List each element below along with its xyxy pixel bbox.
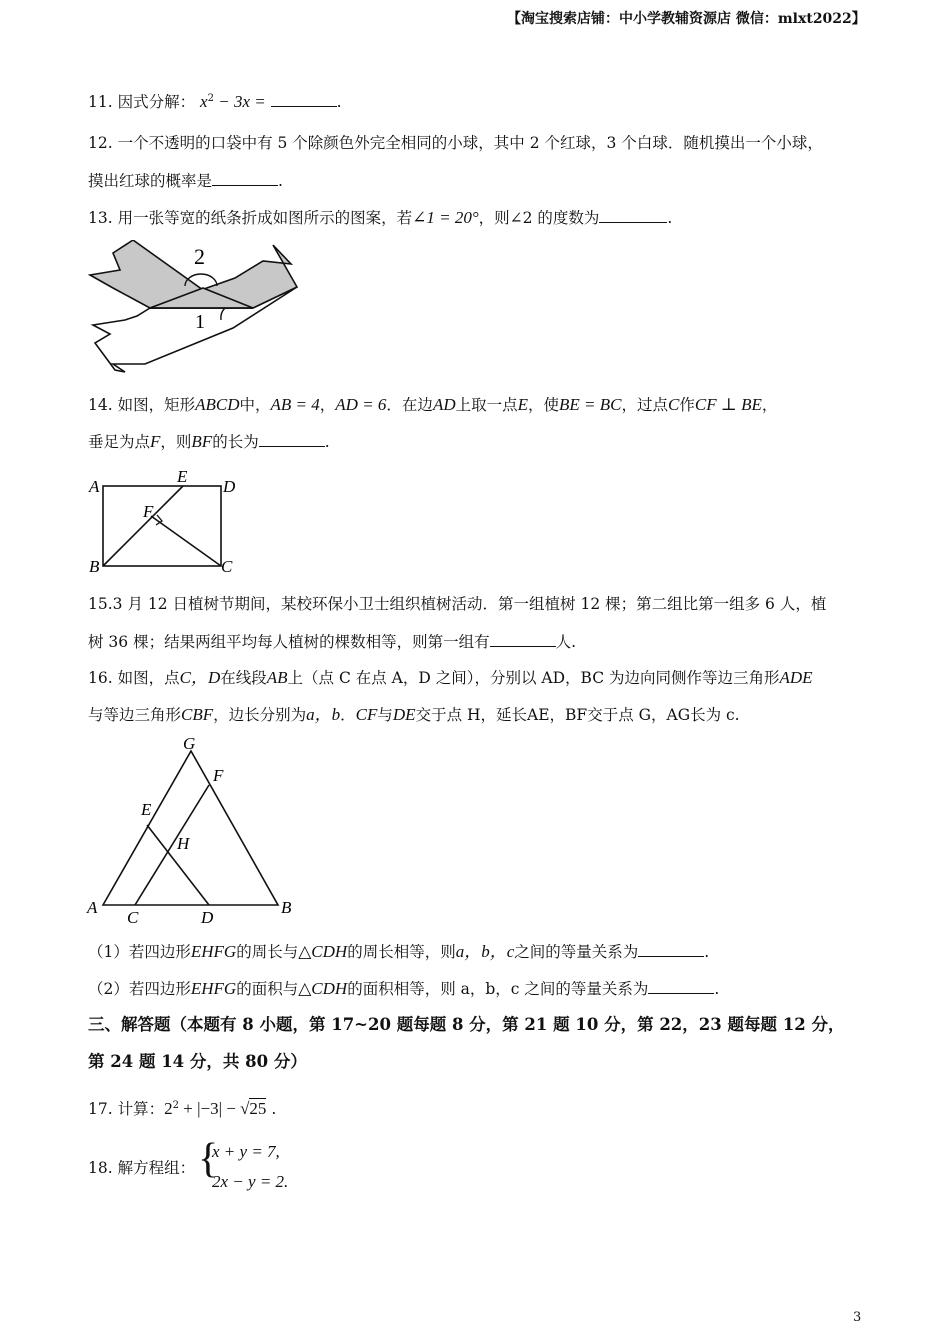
question-13: 13. 用一张等宽的纸条折成如图所示的图案，若∠1 = 20°，则∠2 的度数为 . bbox=[88, 208, 673, 227]
angle-2-label: 2 bbox=[194, 244, 205, 269]
question-16-line2: 与等边三角形CBF，边长分别为a，b．CF与DE交于点 H，延长AE，BF交于点 G，AG长为 c. bbox=[88, 705, 740, 724]
svg-text:F: F bbox=[213, 766, 224, 785]
answer-blank bbox=[490, 630, 556, 647]
svg-text:C: C bbox=[221, 557, 233, 576]
question-12-line2: 摸出红球的概率是 . bbox=[88, 169, 283, 192]
svg-text:G: G bbox=[183, 734, 196, 753]
question-15: 15.3 月 12 日植树节期间，某校环保小卫士组织植树活动．第一组植树 12 棵；第二组比第一组多 6 人，植 bbox=[88, 595, 827, 613]
answer-blank bbox=[259, 430, 325, 447]
svg-text:E: E bbox=[177, 468, 188, 486]
angle-1-label: 1 bbox=[195, 311, 205, 333]
answer-blank bbox=[271, 90, 337, 107]
answer-blank bbox=[648, 977, 714, 994]
svg-text:B: B bbox=[281, 898, 292, 917]
question-11: 11. 因式分解： $x^2 - 3x$ = . bbox=[88, 92, 342, 112]
rectangle-figure bbox=[85, 468, 245, 580]
question-17: 17. 计算：$2^2 + |-3| - √25$ . bbox=[88, 1099, 277, 1119]
svg-text:A: A bbox=[89, 477, 100, 496]
answer-blank bbox=[599, 206, 667, 223]
question-18: 18. 解方程组： bbox=[88, 1159, 196, 1177]
svg-text:C: C bbox=[127, 908, 139, 927]
equation-system-brace: { bbox=[198, 1136, 219, 1182]
question-16-sub2: （2）若四边形EHFG的面积与△CDH的面积相等，则 a，b，c 之间的等量关系为 . bbox=[88, 979, 720, 998]
answer-blank bbox=[212, 169, 278, 186]
question-14: 14. 如图，矩形ABCD中，AB = 4，AD = 6．在边AD上取一点E，使BE = BC，过点C作CF ⊥ BE， bbox=[88, 395, 778, 414]
svg-text:A: A bbox=[87, 898, 98, 917]
question-14-line2: 垂足为点F，则BF的长为 . bbox=[88, 432, 330, 451]
section-3-heading-line2: 第 24 题 14 分，共 80 分） bbox=[88, 1052, 307, 1071]
question-16-sub1: （1）若四边形EHFG的周长与△CDH的周长相等，则a，b，c之间的等量关系为 . bbox=[88, 942, 710, 961]
svg-text:F: F bbox=[143, 502, 154, 521]
equation-1: x + y = 7, bbox=[212, 1142, 280, 1161]
answer-blank bbox=[638, 940, 704, 957]
page-header: 【淘宝搜索店铺：中小学教辅资源店 微信：mlxt2022】 bbox=[507, 11, 866, 27]
triangles-figure bbox=[85, 733, 300, 928]
equation-2: 2x − y = 2. bbox=[212, 1172, 289, 1191]
page-number: 3 bbox=[853, 1310, 862, 1325]
fold-strip-figure bbox=[85, 240, 300, 375]
question-16: 16. 如图，点C，D在线段AB上（点 C 在点 A，D 之间），分别以 AD，BC 为边向同侧作等边三角形ADE bbox=[88, 668, 813, 687]
svg-text:D: D bbox=[201, 908, 214, 927]
svg-text:H: H bbox=[177, 834, 190, 853]
svg-text:E: E bbox=[141, 800, 152, 819]
svg-text:B: B bbox=[89, 557, 100, 576]
question-12: 12. 一个不透明的口袋中有 5 个除颜色外完全相同的小球，其中 2 个红球，3 个白球．随机摸出一个小球， bbox=[88, 134, 823, 152]
section-3-heading: 三、解答题（本题有 8 小题，第 17~20 题每题 8 分，第 21 题 10 分，第 22，23 题每题 12 分， bbox=[88, 1015, 845, 1034]
svg-text:D: D bbox=[223, 477, 236, 496]
question-15-line2: 树 36 棵；结果两组平均每人植树的棵数相等，则第一组有 人. bbox=[88, 630, 576, 653]
